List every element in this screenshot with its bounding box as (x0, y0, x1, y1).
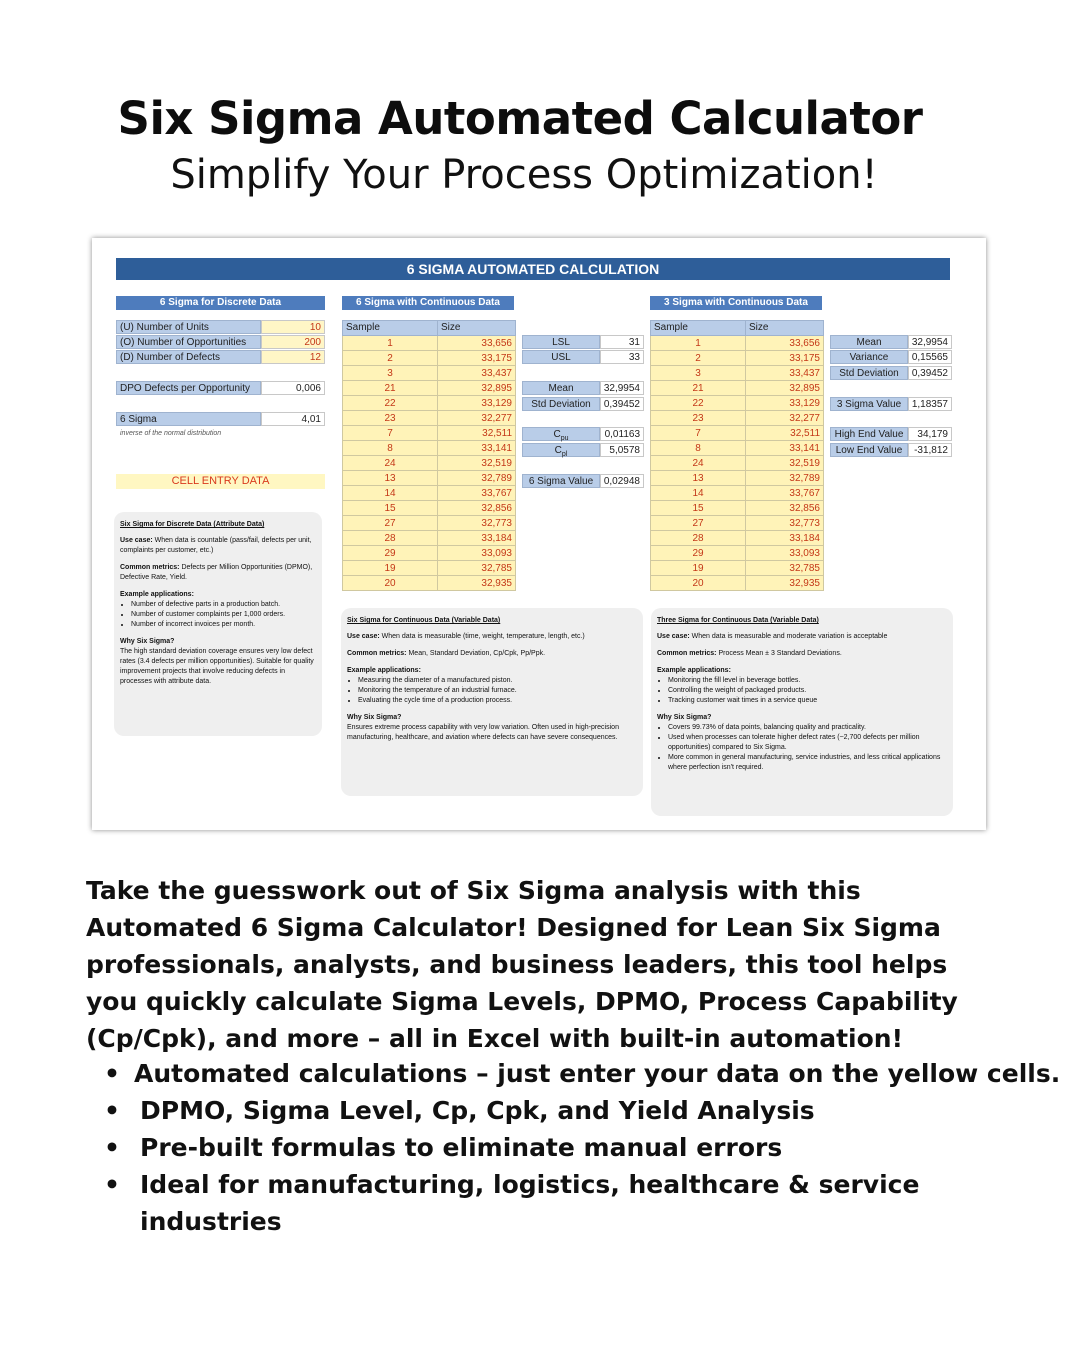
sample-cell[interactable]: 1 (651, 336, 746, 351)
defects-input[interactable]: 12 (261, 350, 325, 364)
table-row (343, 351, 516, 366)
feature-item: • Pre-built formulas to eliminate manual errors (104, 1129, 1064, 1166)
sample-cell[interactable]: 21 (651, 381, 746, 396)
list-item: • Covers 99.73% of data points, balancing quality and practicality. (668, 723, 947, 733)
feature-item: • Ideal for manufacturing, logistics, healthcare & service industries (104, 1166, 1064, 1240)
std6-label: Std Deviation (522, 397, 600, 411)
size-cell[interactable]: 33,656 (438, 336, 516, 351)
cpu-label: $C_{pu}$ (522, 427, 600, 441)
std6-row (522, 397, 644, 411)
page-subtitle: Simplify Your Process Optimization! (170, 152, 878, 198)
size-cell[interactable]: 32,935 (746, 576, 824, 591)
std3-label: Std Deviation (830, 366, 908, 380)
size-column-header: Size (438, 321, 516, 336)
size-cell[interactable]: 32,789 (746, 471, 824, 486)
size-cell[interactable]: 32,856 (438, 501, 516, 516)
table-row (343, 411, 516, 426)
sample-cell[interactable]: 1 (343, 336, 438, 351)
sample-cell[interactable]: 2 (651, 351, 746, 366)
size-cell[interactable]: 33,141 (746, 441, 824, 456)
continuous6-section-header: 6 Sigma with Continuous Data (342, 296, 514, 310)
panel-title: Six Sigma for Discrete Data (Attribute Data) (120, 521, 265, 528)
size-cell[interactable]: 32,895 (438, 381, 516, 396)
units-label: (U) Number of Units (116, 320, 261, 334)
sample-cell[interactable]: 23 (651, 411, 746, 426)
table-row (651, 366, 824, 381)
size-column-header: Size (746, 321, 824, 336)
size-cell[interactable]: 32,511 (438, 426, 516, 441)
high-end-label: High End Value (830, 427, 908, 441)
mean6-row (522, 381, 644, 395)
list-item: • Measuring the diameter of a manufactured piston. (358, 676, 637, 686)
sample-cell[interactable]: 22 (343, 396, 438, 411)
table-row (343, 501, 516, 516)
sample-cell[interactable]: 29 (651, 546, 746, 561)
sample-cell[interactable]: 7 (343, 426, 438, 441)
table-row (651, 396, 824, 411)
dpo-row (116, 381, 325, 395)
lsl-row (522, 335, 644, 349)
sigma6-value-row (522, 474, 644, 488)
table-row (651, 381, 824, 396)
dpo-label: DPO Defects per Opportunity (116, 381, 261, 395)
high-end-value: 34,179 (908, 427, 952, 441)
size-cell[interactable]: 32,277 (438, 411, 516, 426)
list-item: • Evaluating the cycle time of a production process. (358, 696, 637, 706)
sample-cell[interactable]: 23 (343, 411, 438, 426)
sample-cell[interactable]: 21 (343, 381, 438, 396)
list-item: • Controlling the weight of packaged products. (668, 686, 947, 696)
size-cell[interactable]: 33,656 (746, 336, 824, 351)
units-row (116, 320, 325, 334)
size-cell[interactable]: 33,093 (746, 546, 824, 561)
table-row (651, 411, 824, 426)
size-cell[interactable]: 32,773 (746, 516, 824, 531)
cpl-row (522, 443, 644, 457)
size-cell[interactable]: 33,767 (438, 486, 516, 501)
list-item: • Monitoring the temperature of an industrial furnace. (358, 686, 637, 696)
table-row (343, 381, 516, 396)
sample-cell[interactable]: 22 (651, 396, 746, 411)
list-item: • Number of defective parts in a production batch. (131, 600, 316, 610)
size-cell[interactable]: 32,277 (746, 411, 824, 426)
low-end-value: -31,812 (908, 443, 952, 457)
feature-item: • DPMO, Sigma Level, Cp, Cpk, and Yield Analysis (104, 1092, 1064, 1129)
table-row (343, 336, 516, 351)
continuous3-table (650, 320, 824, 591)
sample-cell[interactable]: 15 (343, 501, 438, 516)
size-cell[interactable]: 32,773 (438, 516, 516, 531)
sample-cell[interactable]: 19 (343, 561, 438, 576)
size-cell[interactable]: 33,129 (746, 396, 824, 411)
table-row (651, 471, 824, 486)
panel-title: Six Sigma for Continuous Data (Variable Data) (347, 617, 501, 624)
sigma-label: 6 Sigma (116, 412, 261, 426)
continuous3-info-panel: Three Sigma for Continuous Data (Variable Data) Use case: When data is measurable and moderate variation is acceptable Common metrics: Process Mean ± 3 Standard Deviations. Example applications: • Monitoring the fill level in beverage bottles. • Controlling the weight of packaged products. • Tracking customer wait times in a service queue Why Six Sigma? • Covers 99.73% of data points, balancing quality and practicality. • Used when processes can tolerate higher defect rates (~2,700 defects per million opportunities) compared to Six Sigma. • More common in general manufacturing, service industries, and less critical applications where perfection isn't required. (651, 608, 953, 816)
sigma6-value-label: 6 Sigma Value (522, 474, 600, 488)
mean3-value: 32,9954 (908, 335, 952, 349)
lsl-label: LSL (522, 335, 600, 349)
continuous6-info-panel: Six Sigma for Continuous Data (Variable Data) Use case: When data is measurable (time, weight, temperature, length, etc.) Common metrics: Mean, Standard Deviation, Cp/Cpk, Pp/Ppk. Example applications: • Measuring the diameter of a manufactured piston. • Monitoring the temperature of an industrial furnace. • Evaluating the cycle time of a production process. Why Six Sigma? Ensures extreme process capability with very low variation. Often used in high-precision manufacturing, healthcare, and aviation where defects can have severe consequences. (341, 608, 643, 796)
sample-cell[interactable]: 15 (651, 501, 746, 516)
sample-cell[interactable]: 3 (651, 366, 746, 381)
list-item: • Number of incorrect invoices per month. (131, 620, 316, 630)
variance-label: Variance (830, 350, 908, 364)
table-row (651, 441, 824, 456)
sample-cell[interactable]: 13 (651, 471, 746, 486)
size-cell[interactable]: 33,437 (438, 366, 516, 381)
table-row (651, 561, 824, 576)
size-cell[interactable]: 33,175 (438, 351, 516, 366)
sample-cell[interactable]: 24 (651, 456, 746, 471)
std3-row (830, 366, 952, 380)
size-cell[interactable]: 33,184 (438, 531, 516, 546)
table-row (343, 426, 516, 441)
high-end-row (830, 427, 952, 441)
sigma3-value-row (830, 397, 952, 411)
table-row (343, 471, 516, 486)
sample-cell[interactable]: 3 (343, 366, 438, 381)
table-row (651, 576, 824, 591)
sample-cell[interactable]: 14 (651, 486, 746, 501)
cell-entry-legend: CELL ENTRY DATA (116, 474, 325, 489)
size-cell[interactable]: 33,437 (746, 366, 824, 381)
size-cell[interactable]: 33,767 (746, 486, 824, 501)
mean3-label: Mean (830, 335, 908, 349)
sample-cell[interactable]: 27 (343, 516, 438, 531)
units-input[interactable]: 10 (261, 320, 325, 334)
table-row (651, 426, 824, 441)
mean6-value: 32,9954 (600, 381, 644, 395)
table-row (343, 576, 516, 591)
page-title: Six Sigma Automated Calculator (117, 92, 923, 145)
list-item: • Number of customer complaints per 1,000 orders. (131, 610, 316, 620)
size-cell[interactable]: 33,093 (438, 546, 516, 561)
cpl-label: $C_{pl}$ (522, 443, 600, 457)
table-row (651, 456, 824, 471)
cpu-value: 0,01163 (600, 427, 644, 441)
sample-cell[interactable]: 28 (343, 531, 438, 546)
usl-label: USL (522, 350, 600, 364)
sample-cell[interactable]: 28 (651, 531, 746, 546)
size-cell[interactable]: 33,184 (746, 531, 824, 546)
sigma3-value-label: 3 Sigma Value (830, 397, 908, 411)
size-cell[interactable]: 33,129 (438, 396, 516, 411)
sample-cell[interactable]: 14 (343, 486, 438, 501)
low-end-row (830, 443, 952, 457)
sample-cell[interactable]: 8 (651, 441, 746, 456)
size-cell[interactable]: 33,175 (746, 351, 824, 366)
opportunities-label: (O) Number of Opportunities (116, 335, 261, 349)
table-row (343, 396, 516, 411)
table-row (343, 456, 516, 471)
sigma3-value: 1,18357 (908, 397, 952, 411)
table-row (651, 336, 824, 351)
list-item: • More common in general manufacturing, service industries, and less critical applications where perfection isn't required. (668, 753, 947, 773)
table-row (343, 366, 516, 381)
variance-row (830, 350, 952, 364)
sigma-value: 4,01 (261, 412, 325, 426)
defects-label: (D) Number of Defects (116, 350, 261, 364)
low-end-label: Low End Value (830, 443, 908, 457)
sample-column-header: Sample (651, 321, 746, 336)
size-cell[interactable]: 32,856 (746, 501, 824, 516)
size-cell[interactable]: 32,519 (438, 456, 516, 471)
sample-column-header: Sample (343, 321, 438, 336)
size-cell[interactable]: 33,141 (438, 441, 516, 456)
std3-value: 0,39452 (908, 366, 952, 380)
sample-cell[interactable]: 7 (651, 426, 746, 441)
list-item: • Monitoring the fill level in beverage bottles. (668, 676, 947, 686)
feature-item: • Automated calculations – just enter your data on the yellow cells. (104, 1055, 1064, 1092)
sample-cell[interactable]: 24 (343, 456, 438, 471)
cpl-value: 5,0578 (600, 443, 644, 457)
size-cell[interactable]: 32,785 (746, 561, 824, 576)
panel-title: Three Sigma for Continuous Data (Variable Data) (657, 617, 819, 624)
list-item: • Used when processes can tolerate higher defect rates (~2,700 defects per million opportunities) compared to Six Sigma. (668, 733, 947, 753)
sigma6-value: 0,02948 (600, 474, 644, 488)
table-row (651, 486, 824, 501)
sample-cell[interactable]: 2 (343, 351, 438, 366)
mean3-row (830, 335, 952, 349)
sample-cell[interactable]: 27 (651, 516, 746, 531)
mean6-label: Mean (522, 381, 600, 395)
sigma-note: inverse of the normal distribution (120, 430, 222, 437)
usl-input[interactable]: 33 (600, 350, 644, 364)
sigma-row (116, 412, 325, 426)
std6-value: 0,39452 (600, 397, 644, 411)
sample-cell[interactable]: 29 (343, 546, 438, 561)
table-row (343, 531, 516, 546)
opportunities-row (116, 335, 325, 349)
lsl-input[interactable]: 31 (600, 335, 644, 349)
sample-cell[interactable]: 20 (651, 576, 746, 591)
dpo-value: 0,006 (261, 381, 325, 395)
table-row (651, 531, 824, 546)
size-cell[interactable]: 32,789 (438, 471, 516, 486)
sheet-banner: 6 SIGMA AUTOMATED CALCULATION (116, 258, 950, 280)
table-row (651, 546, 824, 561)
size-cell[interactable]: 32,935 (438, 576, 516, 591)
table-row (343, 561, 516, 576)
continuous3-section-header: 3 Sigma with Continuous Data (650, 296, 822, 310)
table-row (651, 351, 824, 366)
table-row (343, 441, 516, 456)
cpu-row (522, 427, 644, 441)
sample-cell[interactable]: 13 (343, 471, 438, 486)
table-row (343, 486, 516, 501)
discrete-section-header: 6 Sigma for Discrete Data (116, 296, 325, 310)
variance-value: 0,15565 (908, 350, 952, 364)
size-cell[interactable]: 32,785 (438, 561, 516, 576)
discrete-info-panel: Six Sigma for Discrete Data (Attribute Data) Use case: When data is countable (pass/fail, defects per unit, complaints per customer, etc.) Common metrics: Defects per Million Opportunities (DPMO), Defective Rate, Yield. Example applications: • Number of defective parts in a production batch. • Number of customer complaints per 1,000 orders. • Number of incorrect invoices per month. Why Six Sigma? The high standard deviation coverage ensures very low defect rates (3.4 defects per million opportunities). Suitable for quality improvement projects that involve reducing defects in processes with attribute data. (114, 512, 322, 736)
defects-row (116, 350, 325, 364)
list-item: • Tracking customer wait times in a service queue (668, 696, 947, 706)
sample-cell[interactable]: 8 (343, 441, 438, 456)
usl-row (522, 350, 644, 364)
sample-cell[interactable]: 19 (651, 561, 746, 576)
product-description: Take the guesswork out of Six Sigma analysis with this Automated 6 Sigma Calculator! Designed for Lean Six Sigma professionals, analysts, and business leaders, this tool helps you quickly calculate Sigma Levels, DPMO, Process Capability (Cp/Cpk), and more – all in Excel with built-in automation! (86, 876, 958, 1053)
sample-cell[interactable]: 20 (343, 576, 438, 591)
opportunities-input[interactable]: 200 (261, 335, 325, 349)
spreadsheet-preview (92, 238, 986, 830)
continuous6-table (342, 320, 516, 591)
table-row (343, 546, 516, 561)
size-cell[interactable]: 32,519 (746, 456, 824, 471)
table-row (651, 501, 824, 516)
size-cell[interactable]: 32,511 (746, 426, 824, 441)
feature-list (104, 1055, 1064, 1240)
table-row (651, 516, 824, 531)
size-cell[interactable]: 32,895 (746, 381, 824, 396)
table-row (343, 516, 516, 531)
